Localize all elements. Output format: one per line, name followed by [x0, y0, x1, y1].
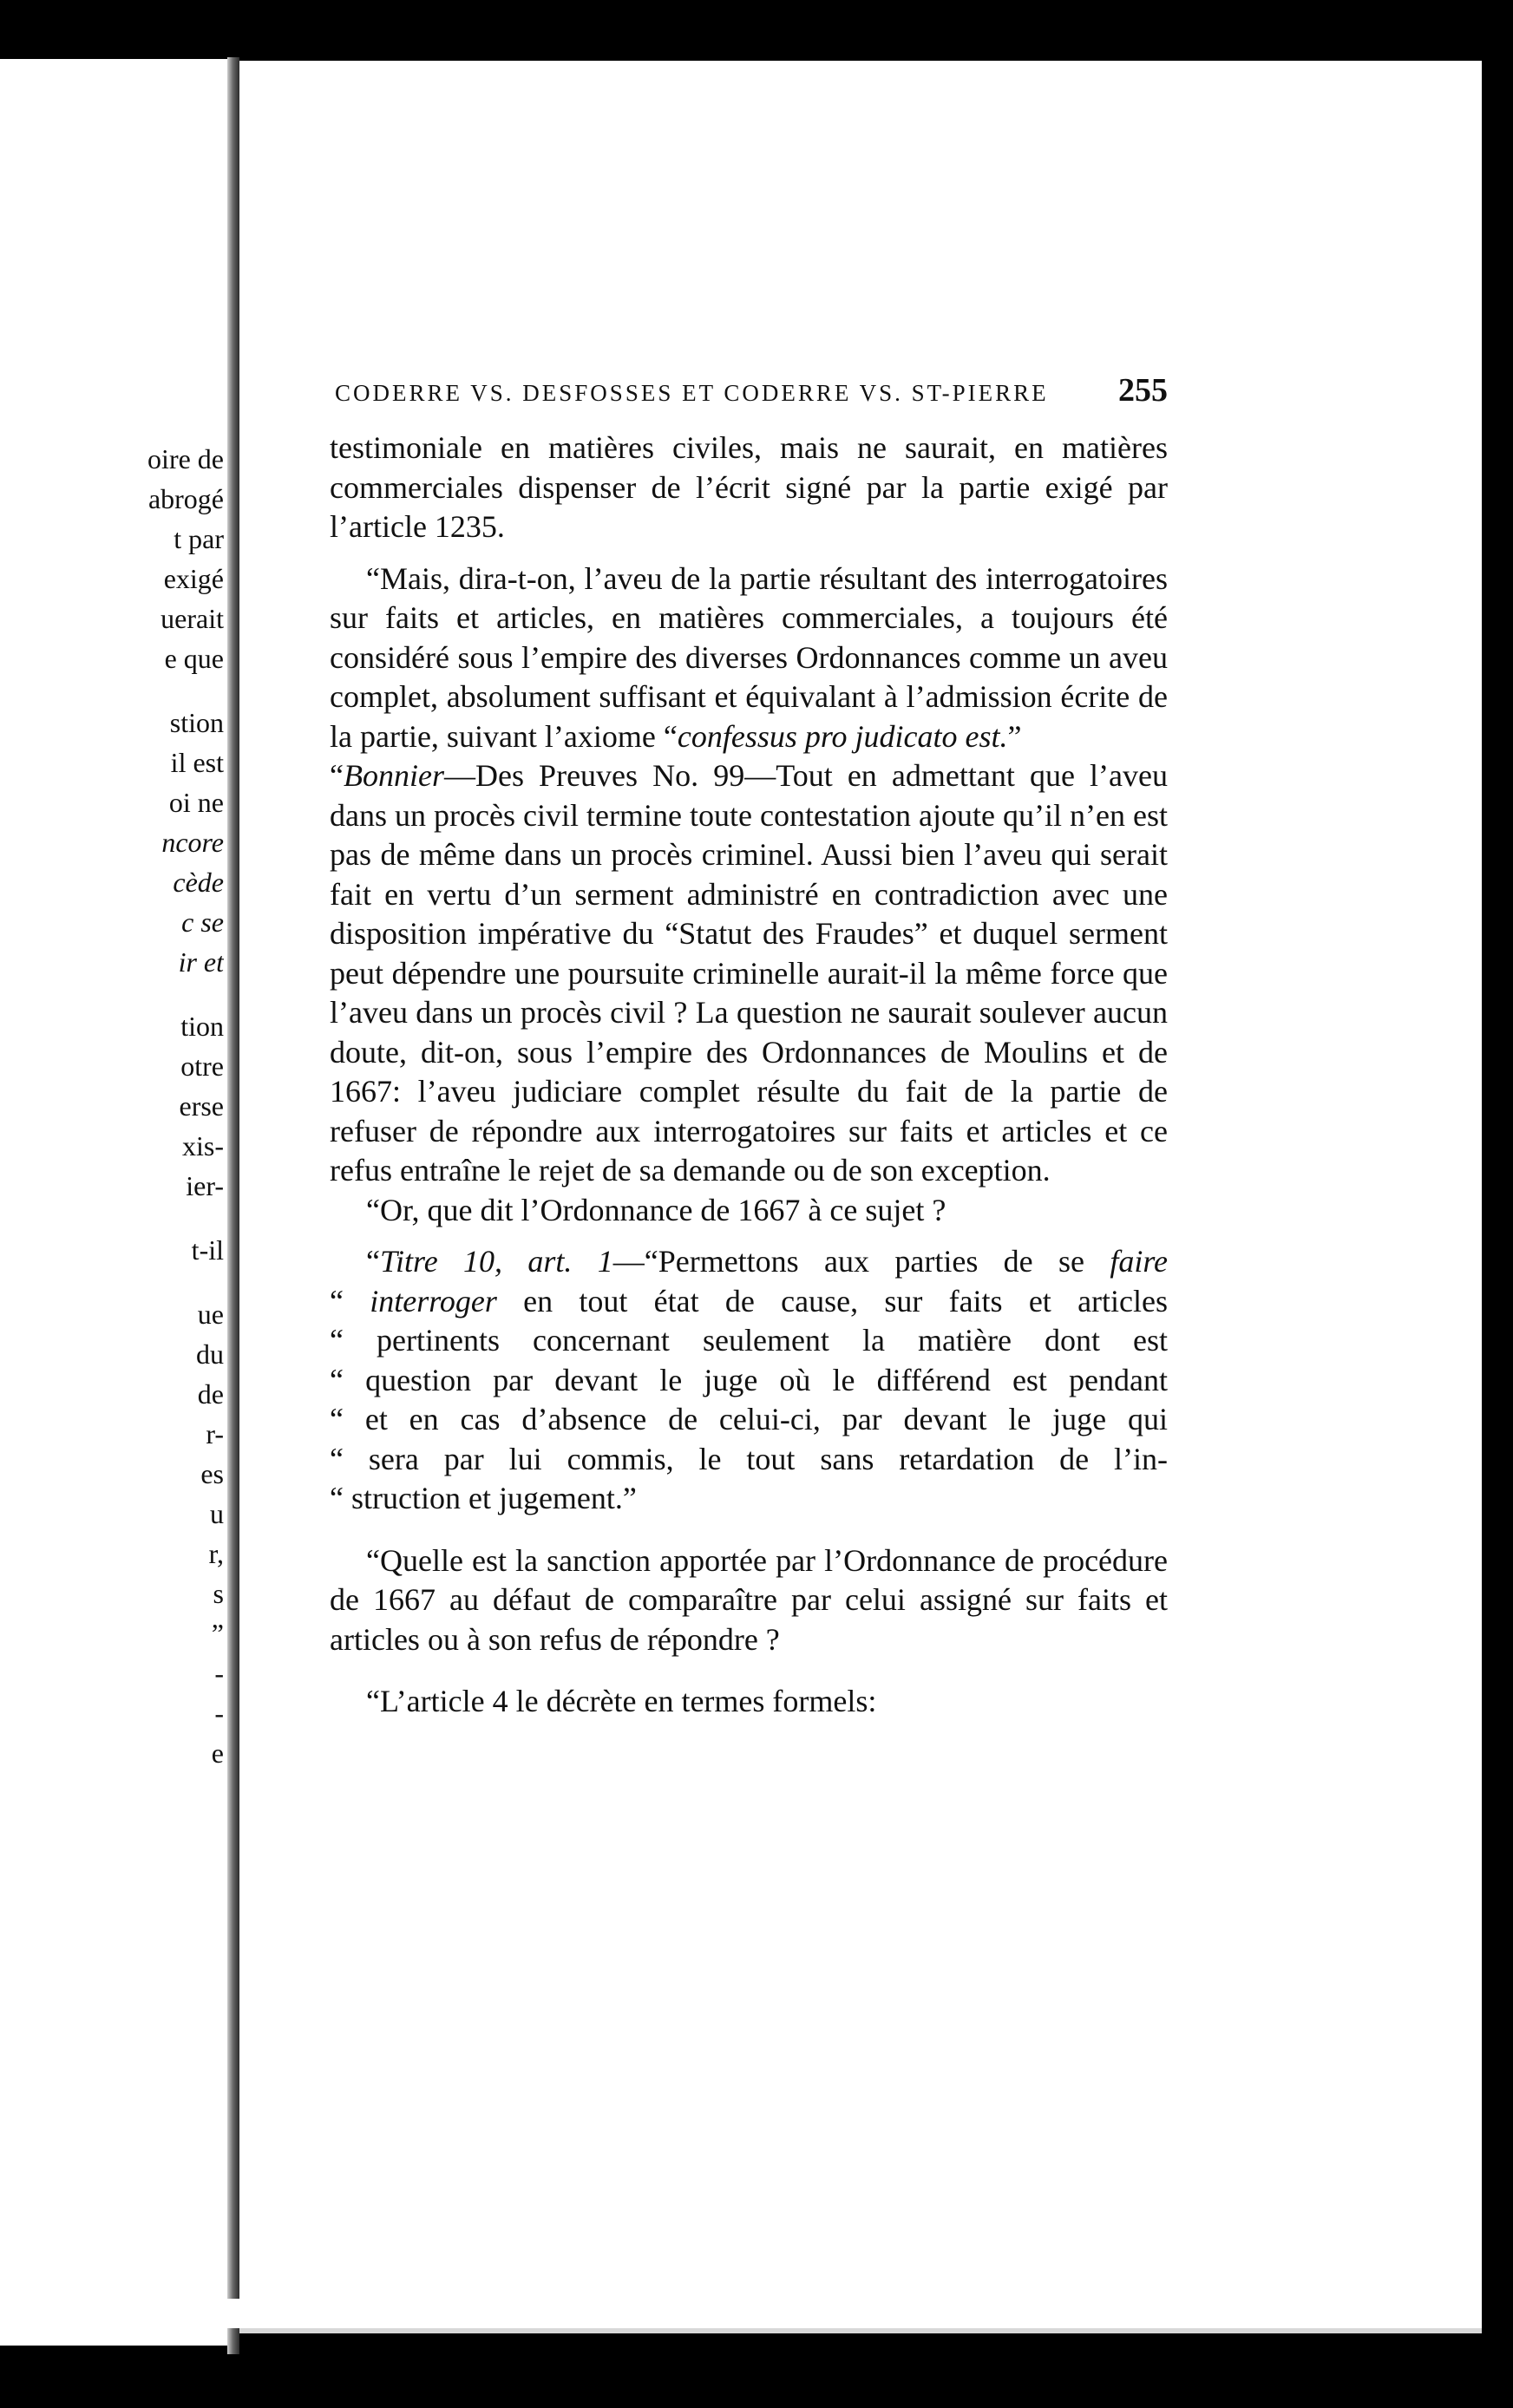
paragraph-6: “Quelle est la sanction apportée par l’Ordonnance de procédure de 1667 au défaut de comparaître par celui assigné sur faits et articles ou à son refus de répondre ?: [330, 1542, 1168, 1657]
paragraph-5-intro: “Titre 10, art. 1—“Permettons aux parties de se faire: [366, 1244, 1168, 1279]
quotation-line: “ pertinents concernant seulement la matière dont est: [330, 1323, 1169, 1358]
facing-page-fragment-line: tion: [180, 1011, 224, 1042]
latin-axiom: confessus pro judicato est.: [677, 718, 1008, 754]
paragraph-2: “Mais, dira-t-on, l’aveu de la partie résultant des interrogatoires sur faits et articles, en matières commerciales, a toujours été considéré sous l’empire des diverses Ordonnances comme un aveu complet, absolument suffisant et équivalant à l’admission écrite de la partie, suivant l’axiome “confessus pro judicato est.”: [330, 560, 1168, 754]
ordinance-quotation: [330, 1282, 1168, 1519]
paragraph-1: testimoniale en matières civiles, mais ne saurait, en matières commerciales dispenser de l’écrit signé par la partie exigé par l’article 1235.: [330, 430, 1168, 544]
facing-page-fragment-line: du: [196, 1338, 224, 1370]
facing-page-fragment-line: e: [211, 1737, 224, 1769]
facing-page-fragment-line: stion: [169, 707, 224, 738]
facing-page-fragment-line: c se: [181, 906, 224, 938]
quotation-line: “ sera par lui commis, le tout sans retardation de l’in-: [330, 1441, 1168, 1476]
book-gutter: [227, 57, 239, 2354]
facing-page-fragment-line: r-: [206, 1418, 224, 1449]
quotation-line: “ struction et jugement.”: [330, 1481, 637, 1515]
facing-page-fragment-line: cède: [173, 867, 224, 898]
facing-page-fragment-line: exigé: [163, 563, 224, 594]
facing-page-fragment-line: u: [210, 1498, 224, 1529]
paragraph-3: “Bonnier—Des Preuves No. 99—Tout en admettant que l’aveu dans un procès civil termine toute contestation ajoute qu’il n’en est pas de même dans un procès criminel. Aussi bien l’aveu qui serait fait en vertu d’un serment administré en contradiction avec une disposition impérative du “Statut des Fraudes” et duquel serment peut dépendre une poursuite criminelle aurait-il la même force que l’aveu dans un procès civil ? La question ne saurait soulever aucun doute, dit-on, sous l’empire des Ordonnances de Moulins et de 1667: l’aveu judiciare complet résulte du fait de la partie de refuser de répondre aux interrogatoires sur faits et articles et ce refus entraîne le rejet de sa demande ou de son exception.: [330, 758, 1168, 1188]
facing-page-fragment-line: ”: [211, 1618, 224, 1649]
facing-page-fragment: [0, 59, 227, 2346]
book-page: [239, 61, 1482, 2333]
facing-page-fragment-line: -: [214, 1658, 224, 1689]
facing-page-fragment-line: abrogé: [147, 483, 224, 514]
facing-page-fragment-line: ir et: [178, 946, 224, 978]
paragraph-4: “Or, que dit l’Ordonnance de 1667 à ce sujet ?: [366, 1192, 946, 1227]
facing-page-fragment-line: ue: [197, 1299, 224, 1330]
quotation-line: “ interroger en tout état de cause, sur faits et articles: [330, 1283, 1169, 1319]
facing-page-fragment-line: s: [213, 1578, 224, 1609]
facing-page-fragment-line: erse: [179, 1090, 224, 1122]
facing-page-fragment-line: oire de: [147, 443, 224, 474]
page-number: 255: [1118, 372, 1168, 409]
facing-page-fragment-line: ier-: [186, 1170, 224, 1201]
author-bonnier: Bonnier: [343, 758, 444, 793]
facing-page-fragment-line: oi ne: [168, 787, 224, 818]
facing-page-fragment-line: es: [200, 1458, 224, 1489]
quotation-line: “ et en cas d’absence de celui-ci, par devant le juge qui: [330, 1402, 1169, 1436]
facing-page-text: [0, 439, 224, 1773]
facing-page-fragment-line: t-il: [191, 1234, 224, 1266]
facing-page-fragment-line: de: [197, 1378, 224, 1410]
facing-page-fragment-line: uerait: [160, 603, 224, 634]
facing-page-fragment-line: t par: [174, 523, 224, 554]
quotation-line: “ question par devant le juge où le différend est pendant: [330, 1362, 1168, 1397]
facing-page-fragment-line: -: [214, 1698, 224, 1729]
facing-page-fragment-line: xis-: [182, 1130, 224, 1161]
facing-page-fragment-line: otre: [180, 1050, 224, 1082]
body-text: [330, 429, 1168, 1722]
running-head: [335, 371, 1168, 409]
paragraph-7: “L’article 4 le décrète en termes formels:: [366, 1684, 877, 1718]
facing-page-fragment-line: il est: [170, 747, 224, 778]
facing-page-fragment-line: r,: [208, 1538, 224, 1569]
citation-titre: Titre 10, art. 1: [379, 1244, 613, 1279]
running-head-title: CODERRE VS. DESFOSSES ET CODERRE VS. ST-PIERRE: [335, 380, 1049, 406]
facing-page-fragment-line: ncore: [161, 827, 224, 858]
facing-page-fragment-line: e que: [164, 643, 224, 674]
